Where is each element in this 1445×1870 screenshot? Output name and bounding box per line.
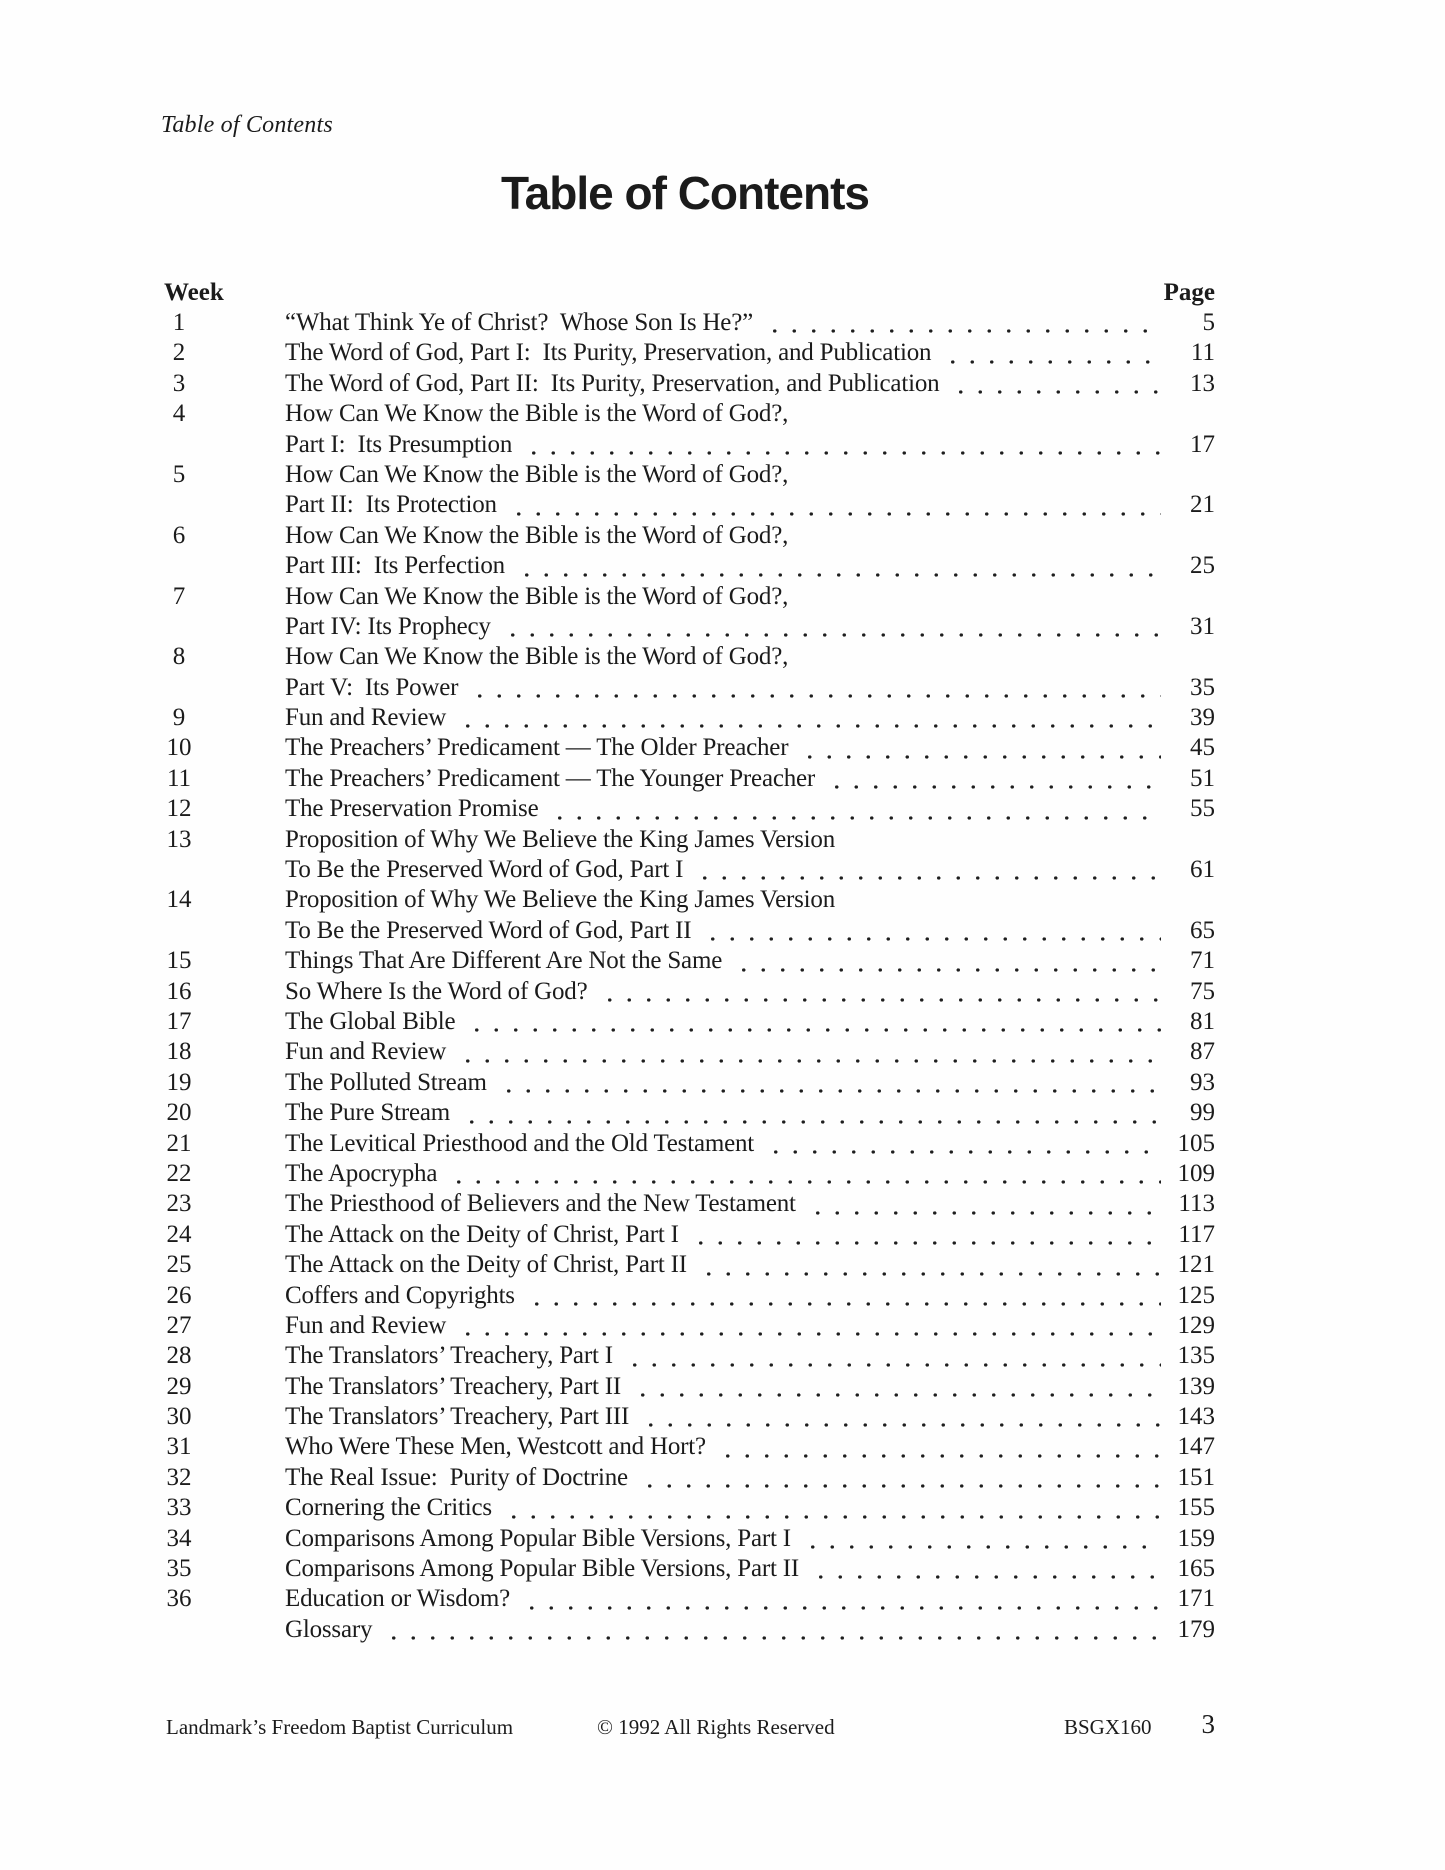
toc-entry-title: The Apocrypha (285, 1159, 438, 1187)
toc-row (130, 338, 1215, 368)
toc-entry-title: How Can We Know the Bible is the Word of God?, (285, 521, 789, 549)
toc-week-number: 32 (166, 1463, 192, 1491)
toc-week-number: 26 (166, 1281, 192, 1309)
toc-page-number: 125 (1177, 1281, 1215, 1309)
toc-entry-title: Comparisons Among Popular Bible Versions, Part II (285, 1555, 800, 1583)
toc-week-number: 6 (172, 521, 186, 549)
toc-week-number: 1 (172, 309, 186, 336)
toc-row (130, 1068, 1215, 1098)
toc-entry-title: To Be the Preserved Word of God, Part I (285, 856, 684, 884)
toc-entry-title: Fun and Review (285, 1038, 447, 1066)
toc-page-number: 55 (1190, 795, 1215, 823)
toc-row (130, 1250, 1215, 1280)
toc-entry-title: So Where Is the Word of God? (285, 977, 588, 1005)
toc-entry-title: The Translators’ Treachery, Part III (285, 1403, 630, 1431)
toc-page-number: 99 (1190, 1099, 1215, 1127)
toc-row (130, 430, 1215, 460)
toc-row (130, 825, 1215, 855)
dot-leader (823, 764, 1161, 794)
toc-row (130, 1402, 1215, 1432)
footer-page-number: 3 (1201, 1709, 1215, 1739)
toc-row (130, 1007, 1215, 1037)
toc-entry-title: The Preachers’ Predicament — The Older Preacher (285, 734, 789, 762)
dot-leader (546, 794, 1161, 824)
toc-row (130, 794, 1215, 824)
toc-week-number: 11 (166, 764, 192, 792)
toc-page-number: 129 (1177, 1311, 1215, 1339)
toc-row (130, 1584, 1215, 1614)
toc-row (130, 733, 1215, 763)
toc-row (130, 855, 1215, 885)
toc-entry-title: The Levitical Priesthood and the Old Testament (285, 1129, 755, 1157)
toc-week-number: 22 (166, 1159, 192, 1187)
toc-page-number: 87 (1190, 1038, 1215, 1066)
dot-leader (463, 1007, 1161, 1037)
dot-leader (495, 1068, 1161, 1098)
toc-entry-title: Fun and Review (285, 704, 447, 732)
dot-leader (761, 308, 1161, 338)
dot-leader (796, 733, 1161, 763)
toc-row (130, 673, 1215, 703)
toc-page-number: 11 (1190, 339, 1215, 367)
dot-leader (804, 1189, 1161, 1219)
table-of-contents (130, 278, 1215, 1645)
toc-row (130, 551, 1215, 581)
toc-row (130, 703, 1215, 733)
toc-column-headers (130, 278, 1215, 308)
dot-leader (687, 1220, 1161, 1250)
toc-week-number: 34 (166, 1524, 192, 1552)
dot-leader (629, 1372, 1161, 1402)
toc-page-number: 151 (1177, 1463, 1215, 1491)
toc-row (130, 977, 1215, 1007)
toc-row (130, 399, 1215, 429)
toc-row (130, 612, 1215, 642)
toc-row (130, 1341, 1215, 1371)
toc-entry-title: Part II: Its Protection (285, 491, 497, 519)
toc-entry-title: To Be the Preserved Word of God, Part II (285, 916, 692, 944)
toc-row (130, 1463, 1215, 1493)
dot-leader (799, 1524, 1161, 1554)
toc-week-number: 4 (172, 400, 186, 428)
toc-page-number: 165 (1177, 1555, 1215, 1583)
dot-leader (947, 369, 1161, 399)
dot-leader (454, 1037, 1161, 1067)
dot-leader (807, 1554, 1161, 1584)
page-column-header: Page (1163, 279, 1215, 306)
toc-week-number: 19 (166, 1068, 192, 1096)
toc-page-number: 75 (1190, 977, 1215, 1005)
toc-entry-title: How Can We Know the Bible is the Word of God?, (285, 400, 789, 428)
toc-week-number: 14 (166, 886, 192, 914)
toc-row (130, 582, 1215, 612)
toc-page-number: 25 (1190, 552, 1215, 580)
toc-row (130, 1129, 1215, 1159)
toc-row (130, 490, 1215, 520)
toc-row (130, 1432, 1215, 1462)
toc-row (130, 1615, 1215, 1645)
toc-entry-title: The Attack on the Deity of Christ, Part II (285, 1251, 687, 1279)
toc-page-number: 65 (1190, 916, 1215, 944)
toc-entry-title: Who Were These Men, Westcott and Hort? (285, 1433, 706, 1461)
toc-row (130, 460, 1215, 490)
toc-entry-title: The Global Bible (285, 1007, 456, 1035)
toc-entry-title: How Can We Know the Bible is the Word of God?, (285, 643, 789, 671)
toc-entry-title: The Word of God, Part I: Its Purity, Preservation, and Publication (285, 339, 932, 367)
dot-leader (523, 1281, 1161, 1311)
toc-row (130, 1281, 1215, 1311)
toc-entry-title: How Can We Know the Bible is the Word of God?, (285, 582, 789, 610)
toc-week-number: 24 (166, 1220, 192, 1248)
toc-entry-title: The Translators’ Treachery, Part I (285, 1342, 613, 1370)
page-title: Table of Contents (500, 167, 870, 219)
toc-entry-title: Coffers and Copyrights (285, 1281, 515, 1309)
toc-page-number: 143 (1177, 1403, 1215, 1431)
toc-row (130, 1037, 1215, 1067)
toc-week-number: 16 (166, 977, 192, 1005)
dot-leader (695, 1250, 1161, 1280)
toc-week-number: 2 (172, 339, 186, 367)
toc-week-number: 18 (166, 1038, 192, 1066)
toc-entry-title: Proposition of Why We Believe the King James Version (285, 886, 836, 914)
toc-row (130, 946, 1215, 976)
dot-leader (454, 703, 1161, 733)
toc-row (130, 642, 1215, 672)
toc-entry-title: Education or Wisdom? (285, 1585, 511, 1613)
toc-entry-title: The Real Issue: Purity of Doctrine (285, 1463, 628, 1491)
running-header: Table of Contents (161, 112, 333, 138)
toc-row (130, 1524, 1215, 1554)
toc-page-number: 147 (1177, 1433, 1215, 1461)
toc-week-number: 21 (166, 1129, 192, 1157)
toc-week-number: 29 (166, 1372, 192, 1400)
toc-page-number: 109 (1177, 1159, 1215, 1187)
toc-page-number: 121 (1177, 1251, 1215, 1279)
dot-leader (637, 1402, 1161, 1432)
toc-page-number: 81 (1190, 1007, 1215, 1035)
toc-entry-title: The Polluted Stream (285, 1068, 487, 1096)
toc-week-number: 13 (166, 825, 192, 853)
toc-week-number: 10 (166, 734, 192, 762)
toc-week-number: 15 (166, 947, 192, 975)
dot-leader (699, 916, 1161, 946)
toc-entry-title: Part IV: Its Prophecy (285, 612, 491, 640)
toc-page-number: 171 (1177, 1585, 1215, 1613)
dot-leader (520, 430, 1161, 460)
footer-copyright: © 1992 All Rights Reserved (597, 1715, 835, 1739)
toc-week-number: 9 (172, 704, 186, 732)
toc-week-number: 7 (172, 582, 186, 610)
toc-row (130, 1554, 1215, 1584)
toc-week-number: 23 (166, 1190, 192, 1218)
dot-leader (454, 1311, 1161, 1341)
dot-leader (380, 1615, 1161, 1645)
dot-leader (730, 946, 1161, 976)
toc-page-number: 155 (1177, 1494, 1215, 1522)
toc-entry-title: Cornering the Critics (285, 1494, 492, 1522)
toc-entry-title: The Priesthood of Believers and the New Testament (285, 1190, 796, 1218)
dot-leader (466, 673, 1161, 703)
toc-row (130, 1372, 1215, 1402)
toc-page-number: 135 (1177, 1342, 1215, 1370)
toc-week-number: 12 (166, 795, 192, 823)
toc-page-number: 113 (1178, 1190, 1215, 1218)
dot-leader (518, 1584, 1161, 1614)
toc-week-number: 20 (166, 1099, 192, 1127)
toc-row (130, 1098, 1215, 1128)
toc-page-number: 21 (1190, 491, 1215, 519)
toc-row (130, 1311, 1215, 1341)
footer-product-code: BSGX160 (1064, 1715, 1152, 1739)
toc-week-number: 8 (172, 643, 186, 671)
footer-publisher: Landmark’s Freedom Baptist Curriculum (166, 1715, 514, 1739)
dot-leader (445, 1159, 1161, 1189)
toc-rows (130, 308, 1215, 1645)
toc-page-number: 45 (1190, 734, 1215, 762)
toc-row (130, 764, 1215, 794)
dot-leader (762, 1129, 1161, 1159)
toc-page-number: 5 (1202, 309, 1215, 336)
toc-entry-title: Fun and Review (285, 1311, 447, 1339)
toc-entry-title: “What Think Ye of Christ? Whose Son Is He?” (285, 309, 753, 336)
toc-entry-title: The Translators’ Treachery, Part II (285, 1372, 621, 1400)
toc-entry-title: Part V: Its Power (285, 673, 459, 701)
dot-leader (513, 551, 1161, 581)
toc-row (130, 521, 1215, 551)
toc-row (130, 885, 1215, 915)
toc-row (130, 916, 1215, 946)
toc-entry-title: The Word of God, Part II: Its Purity, Preservation, and Publication (285, 369, 940, 397)
toc-page-number: 35 (1190, 673, 1215, 701)
dot-leader (939, 338, 1161, 368)
dot-leader (500, 1493, 1161, 1523)
toc-page-number: 61 (1190, 856, 1215, 884)
toc-page-number: 93 (1190, 1068, 1215, 1096)
toc-entry-title: Comparisons Among Popular Bible Versions, Part I (285, 1524, 791, 1552)
week-column-header: Week (164, 279, 224, 306)
toc-row (130, 1189, 1215, 1219)
toc-page-number: 159 (1177, 1524, 1215, 1552)
toc-page-number: 17 (1190, 430, 1215, 458)
toc-week-number: 35 (166, 1555, 192, 1583)
toc-page-number: 31 (1190, 612, 1215, 640)
toc-week-number: 17 (166, 1007, 192, 1035)
toc-entry-title: Things That Are Different Are Not the Same (285, 947, 723, 975)
toc-week-number: 33 (166, 1494, 192, 1522)
dot-leader (458, 1098, 1161, 1128)
toc-page-number: 179 (1177, 1615, 1215, 1643)
toc-row (130, 1220, 1215, 1250)
toc-row (130, 369, 1215, 399)
toc-page-number: 51 (1190, 764, 1215, 792)
toc-row (130, 308, 1215, 338)
toc-page-number: 105 (1177, 1129, 1215, 1157)
toc-week-number: 5 (172, 460, 186, 488)
toc-entry-title: Part I: Its Presumption (285, 430, 513, 458)
toc-entry-title: Proposition of Why We Believe the King James Version (285, 825, 836, 853)
toc-entry-title: The Preservation Promise (285, 795, 539, 823)
dot-leader (621, 1341, 1161, 1371)
toc-row (130, 1159, 1215, 1189)
toc-row (130, 1493, 1215, 1523)
toc-page-number: 117 (1178, 1220, 1215, 1248)
page-footer (0, 1709, 1445, 1752)
toc-entry-title: Part III: Its Perfection (285, 552, 505, 580)
toc-entry-title: The Pure Stream (285, 1099, 451, 1127)
toc-week-number: 27 (166, 1311, 192, 1339)
toc-page-number: 71 (1190, 947, 1215, 975)
dot-leader (596, 977, 1161, 1007)
dot-leader (691, 855, 1161, 885)
dot-leader (714, 1432, 1161, 1462)
toc-week-number: 36 (166, 1585, 192, 1613)
toc-week-number: 31 (166, 1433, 192, 1461)
toc-page-number: 13 (1190, 369, 1215, 397)
dot-leader (636, 1463, 1161, 1493)
dot-leader (499, 612, 1161, 642)
toc-page-number: 139 (1177, 1372, 1215, 1400)
toc-entry-title: The Preachers’ Predicament — The Younger Preacher (285, 764, 816, 792)
toc-page-number: 39 (1190, 704, 1215, 732)
toc-week-number: 30 (166, 1403, 192, 1431)
toc-entry-title: The Attack on the Deity of Christ, Part I (285, 1220, 679, 1248)
toc-week-number: 28 (166, 1342, 192, 1370)
dot-leader (505, 490, 1161, 520)
toc-week-number: 25 (166, 1251, 192, 1279)
toc-week-number: 3 (172, 369, 186, 397)
toc-entry-title: How Can We Know the Bible is the Word of God?, (285, 460, 789, 488)
toc-entry-title: Glossary (285, 1615, 373, 1643)
